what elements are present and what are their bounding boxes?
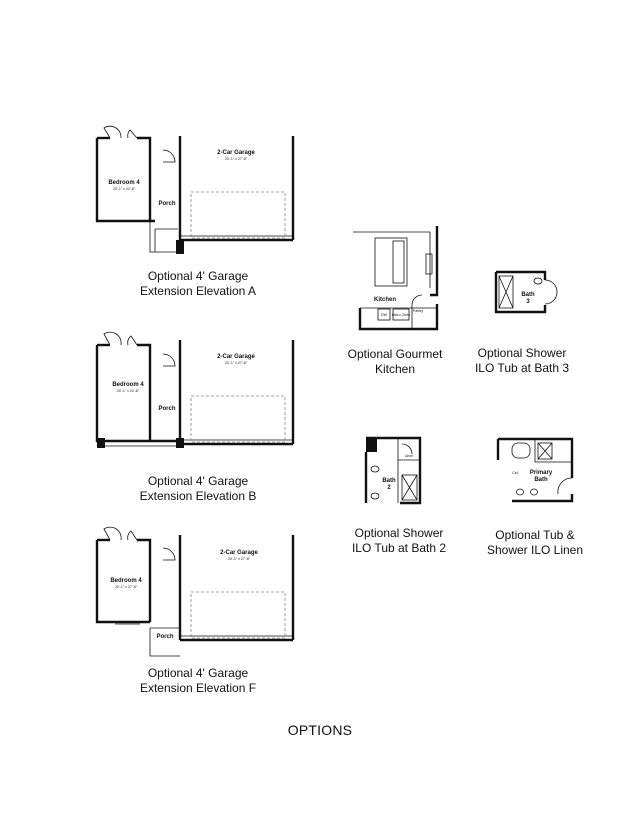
caption-primary-line1: Optional Tub &: [495, 528, 575, 542]
caption-kitchen-line1: Optional Gourmet: [347, 347, 443, 361]
plan-b-porch-label: Porch: [158, 406, 176, 412]
caption-f-line2: Extension Elevation F: [139, 681, 257, 695]
caption-elevation-a: [120, 269, 276, 299]
plan-f-garage-label: 2-Car Garage: [220, 550, 258, 556]
plan-b-bedroom-label: Bedroom 4: [112, 382, 144, 388]
bath-2-number: 2: [387, 485, 391, 491]
page-title: OPTIONS: [287, 722, 353, 738]
caption-bath3-line1: Optional Shower: [477, 346, 567, 360]
plan-a-garage-dim: 20'-1" x 27'-8": [224, 157, 248, 161]
caption-b-line1: Optional 4' Garage: [147, 474, 249, 488]
caption-f-line1: Optional 4' Garage: [147, 666, 249, 680]
caption-elevation-b: [120, 474, 276, 504]
bath-2-plan: [366, 438, 420, 503]
kitchen-room-label: Kitchen: [373, 297, 397, 303]
plan-a-bedroom-dim: 20'-1" x 22'-8": [112, 187, 136, 191]
plan-b-bedroom-dim: 20'-1" x 22'-8": [116, 389, 140, 393]
plan-b-garage-dim: 20'-1" x 27'-8": [224, 361, 248, 365]
caption-a-line1: Optional 4' Garage: [147, 269, 249, 283]
plan-b-garage-label: 2-Car Garage: [217, 354, 255, 360]
caption-b-line2: Extension Elevation B: [139, 489, 257, 503]
kitchen-pantry-label: Pantry: [412, 309, 424, 313]
plan-a-porch-label: Porch: [158, 201, 176, 207]
bath-3-label: Bath: [521, 292, 535, 298]
caption-kitchen: [330, 347, 460, 377]
caption-primary-line2: Shower ILO Linen: [486, 543, 584, 557]
caption-bath3-line2: ILO Tub at Bath 3: [474, 361, 570, 375]
caption-elevation-f: [120, 666, 276, 696]
primary-bath-label-2: Bath: [534, 477, 548, 483]
primary-closet-label: Cst: [512, 471, 518, 475]
caption-bath2-line2: ILO Tub at Bath 2: [351, 541, 447, 555]
kitchen-dw-label: DW: [381, 313, 387, 317]
bath-3-number: 3: [526, 299, 530, 305]
plan-f-porch-label: Porch: [156, 634, 174, 640]
bath-2-linen-label: Linen: [404, 454, 414, 458]
caption-bath-3: [462, 346, 582, 376]
garage-plan-elevation-f: [97, 527, 293, 656]
caption-bath-2: [336, 526, 462, 556]
plan-a-bedroom-label: Bedroom 4: [108, 180, 140, 186]
plan-f-bedroom-dim: 20'-1" x 27'-8": [114, 585, 138, 589]
caption-kitchen-line2: Kitchen: [374, 362, 416, 376]
caption-bath2-line1: Optional Shower: [354, 526, 444, 540]
caption-primary-bath: [470, 528, 600, 558]
primary-bath-label: Primary: [529, 470, 553, 476]
plan-a-garage-label: 2-Car Garage: [217, 150, 255, 156]
plan-f-garage-dim: 20'-1" x 27'-8": [227, 557, 251, 561]
kitchen-micro-label: Micro Oven: [391, 313, 411, 317]
bath-2-label: Bath: [382, 478, 396, 484]
plan-f-bedroom-label: Bedroom 4: [110, 578, 142, 584]
caption-a-line2: Extension Elevation A: [139, 284, 257, 298]
